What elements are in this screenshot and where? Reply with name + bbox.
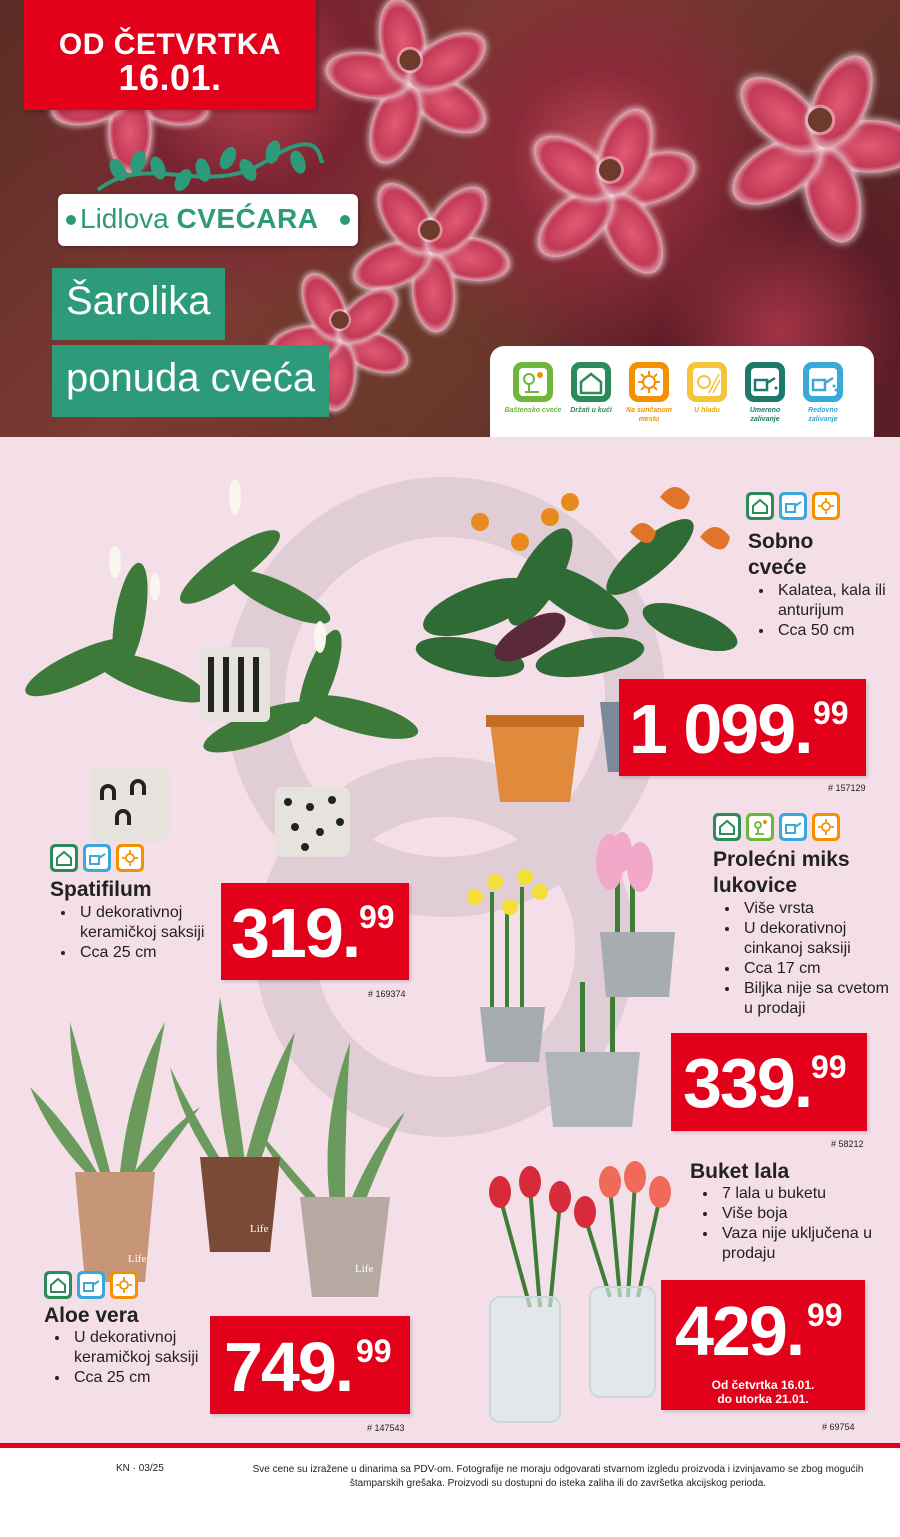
price-integer: 1 099. (629, 690, 812, 768)
price-decimal: 99 (359, 899, 395, 935)
price-integer: 749. (224, 1328, 353, 1406)
hero-title-line1: Šarolika (52, 268, 225, 340)
price-decimal: 99 (813, 695, 849, 731)
buket-lala-title: Buket lala (690, 1160, 790, 1183)
legend-item-sun (620, 362, 678, 424)
legend-item-regular-water (794, 362, 852, 424)
aloe-vera-image (30, 992, 410, 1302)
page-code: KN · 03/25 (116, 1463, 164, 1474)
pot-life-text: Life (128, 1253, 147, 1265)
full-sun-icon (110, 1271, 138, 1299)
price-integer: 319. (231, 894, 360, 972)
products-section (0, 437, 900, 1537)
watering-can-regular-icon (803, 362, 843, 402)
prolecni-miks-bullets (716, 899, 900, 1019)
legal-note: Sve cene su izražene u dinarima sa PDV-om. Fotografije ne moraju odgovarati stvarnom izgledu proizvoda i izvinjavamo se zbog mogućih štamparskih grešaka. Proizvodi su dostupni do isteka zaliha ili do završetka akcijskog perioda. (252, 1464, 864, 1489)
bullet-item: • Cca 50 cm (774, 621, 900, 641)
bullet-item: • U dekorativnoj cinkanoj saksiji (740, 919, 900, 959)
buket-lala-price-box (661, 1280, 865, 1410)
aloe-vera-price-box (210, 1316, 410, 1414)
spatifilum-image (20, 467, 440, 867)
spatifilum-icons (50, 844, 149, 877)
house-icon (713, 813, 741, 841)
hero-title-line2: ponuda cveća (52, 345, 329, 417)
watering-can-regular-icon (77, 1271, 105, 1299)
legend-label: U hladu (694, 407, 720, 414)
bullet-item: • Cca 25 cm (76, 943, 236, 963)
vine-leaves-icon (88, 140, 328, 200)
full-sun-icon (116, 844, 144, 872)
bullet-item: • Cca 25 cm (70, 1368, 230, 1388)
legend-item-moderate-water (736, 362, 794, 424)
pot-life-text: Life (355, 1263, 374, 1275)
price-decimal: 99 (811, 1049, 847, 1085)
logo-text-lidlova: Lidlova (80, 203, 177, 234)
sobno-cvece-title (748, 529, 813, 581)
hero-banner (0, 0, 900, 437)
watering-can-moderate-icon (745, 362, 785, 402)
bullet-item: • U dekorativnoj keramičkoj saksiji (76, 903, 236, 943)
cvecara-logo (58, 140, 358, 250)
bullet-item: • Više vrsta (740, 899, 900, 919)
prolecni-miks-title-line2: lukovice (713, 874, 798, 897)
prolecni-miks-title-line1: Prolećni miks (713, 848, 850, 871)
buket-lala-image (460, 1157, 685, 1427)
footer (0, 1443, 900, 1537)
watering-can-regular-icon (83, 844, 111, 872)
date-badge-line1: OD ČETVRTKA (58, 28, 282, 61)
price-decimal: 99 (807, 1297, 843, 1333)
sobno-cvece-icons (746, 492, 845, 525)
prolecni-miks-price-box (671, 1033, 867, 1131)
bullet-item: • Cca 17 cm (740, 959, 900, 979)
buket-lala-validity (661, 1378, 865, 1406)
logo-text-cvecara: CVEĆARA (176, 203, 319, 234)
legend-label: Umereno zalivanje (749, 407, 781, 423)
house-icon (50, 844, 78, 872)
legend-label: Baštensko cveće (504, 407, 562, 414)
bullet-item: • Vaza nije uključena u prodaju (718, 1224, 888, 1264)
aloe-vera-title: Aloe vera (44, 1304, 139, 1327)
garden-flower-icon (513, 362, 553, 402)
spatifilum-sku: # 169374 (368, 989, 406, 999)
watering-can-regular-icon (779, 813, 807, 841)
price-integer: 339. (683, 1044, 812, 1122)
full-sun-icon (812, 492, 840, 520)
bullet-item: • Biljka nije sa cvetom u prodaji (740, 979, 900, 1019)
legend-label: Na sunčanom mestu (626, 407, 672, 423)
aloe-vera-icons (44, 1271, 143, 1304)
spatifilum-title: Spatifilum (50, 878, 152, 901)
shade-icon (687, 362, 727, 402)
bullet-item: • Kalatea, kala ili anturijum (774, 581, 900, 621)
bullet-item: • Više boja (718, 1204, 888, 1224)
price-integer: 429. (675, 1292, 804, 1370)
care-icons-legend (490, 346, 874, 437)
legend-item-garden (504, 362, 562, 415)
watering-can-regular-icon (779, 492, 807, 520)
legend-label: Redovno zalivanje (808, 407, 838, 423)
house-icon (571, 362, 611, 402)
sobno-cvece-bullets (750, 581, 900, 641)
legend-item-house (562, 362, 620, 415)
aloe-vera-bullets (46, 1328, 230, 1388)
validity-line1: Od četvrtka 16.01. (711, 1378, 815, 1392)
buket-lala-bullets (694, 1184, 888, 1264)
legend-item-shade (678, 362, 736, 415)
prolecni-miks-title (713, 847, 850, 899)
buket-lala-sku: # 69754 (822, 1422, 855, 1432)
sobno-cvece-title-line2: cveće (748, 556, 807, 579)
prolecni-miks-sku: # 58212 (831, 1139, 864, 1149)
sobno-cvece-title-line1: Sobno (748, 530, 814, 553)
sobno-cvece-price-box (619, 679, 866, 776)
full-sun-icon (629, 362, 669, 402)
pot-life-text: Life (250, 1223, 269, 1235)
house-icon (44, 1271, 72, 1299)
logo-plate (58, 194, 358, 246)
prolecni-miks-icons (713, 813, 845, 846)
logo-text (80, 202, 318, 236)
house-icon (746, 492, 774, 520)
bullet-item: • U dekorativnoj keramičkoj saksiji (70, 1328, 230, 1368)
aloe-vera-sku: # 147543 (367, 1423, 405, 1433)
spatifilum-price-box (221, 883, 409, 980)
full-sun-icon (812, 813, 840, 841)
validity-line2: do utorka 21.01. (717, 1392, 809, 1406)
sobno-cvece-sku: # 157129 (828, 783, 866, 793)
price-decimal: 99 (356, 1333, 392, 1369)
footer-divider (0, 1443, 900, 1448)
prolecni-miks-image (450, 832, 700, 1132)
garden-flower-icon (746, 813, 774, 841)
spatifilum-bullets (52, 903, 236, 963)
date-badge-line2: 16.01. (118, 57, 222, 98)
bullet-item: • 7 lala u buketu (718, 1184, 888, 1204)
legend-label: Držati u kući (570, 407, 612, 414)
date-badge (24, 0, 316, 110)
